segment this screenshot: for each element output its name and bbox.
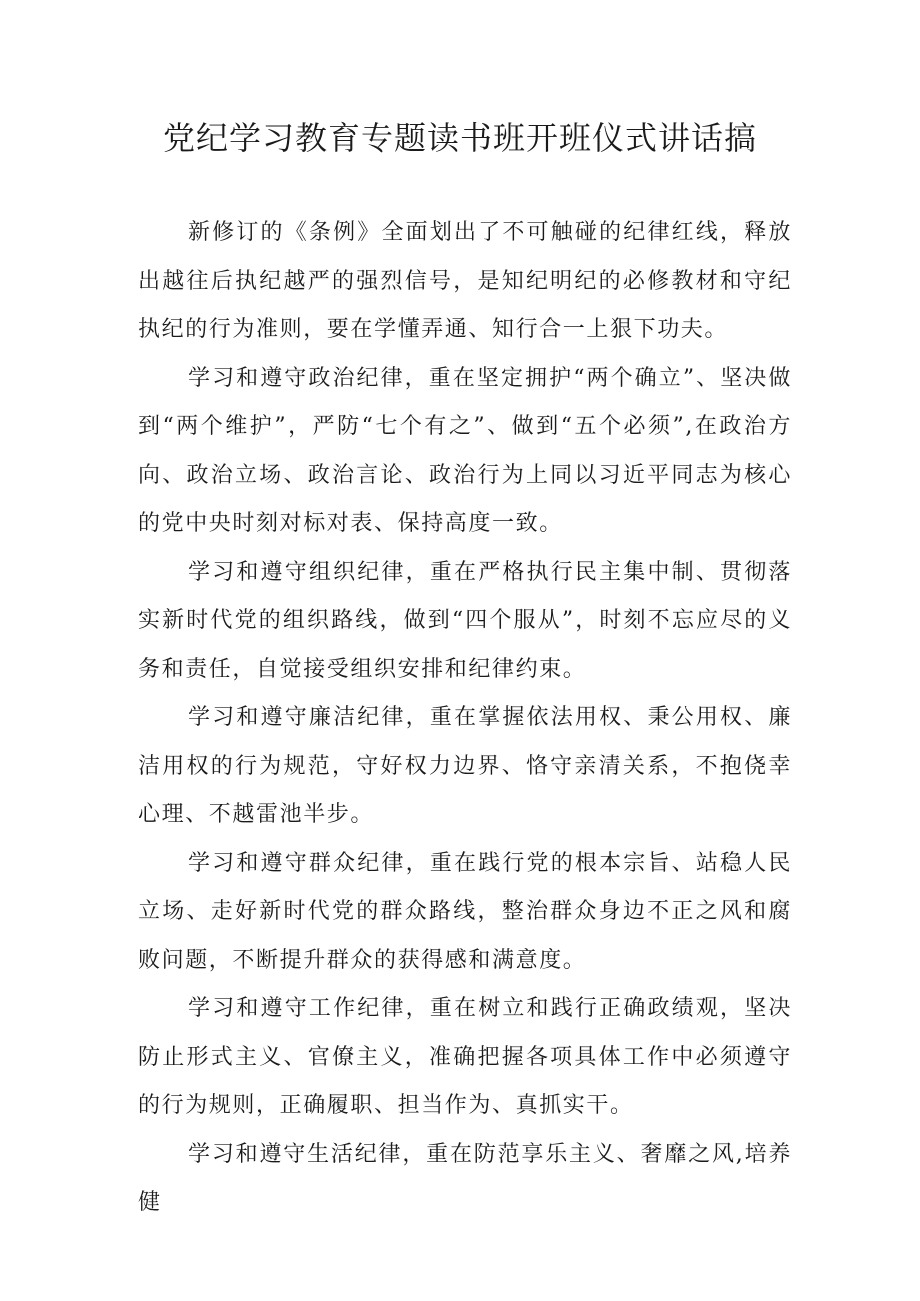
paragraph-work-discipline: 学习和遵守工作纪律，重在树立和践行正确政绩观，坚决防止形式主义、官僚主义，准确把握各项具体工作中必须遵守的行为规则，正确履职、担当作为、真抓实干。 bbox=[138, 996, 792, 1118]
paragraph-intro: 新修订的《条例》全面划出了不可触碰的纪律红线，释放出越往后执纪越严的强烈信号，是知纪明纪的必修教材和守纪执纪的行为准则，要在学懂弄通、知行合一上狠下功夫。 bbox=[138, 220, 792, 342]
paragraph-life-discipline: 学习和遵守生活纪律，重在防范享乐主义、奢靡之风,培养健 bbox=[138, 1141, 792, 1215]
paragraph-political-discipline: 学习和遵守政治纪律，重在坚定拥护“两个确立”、坚决做到“两个维护”，严防“七个有之”、做到“五个必须”,在政治方向、政治立场、政治言论、政治行为上同以习近平同志为核心的党中央时刻对标对表、保持高度一致。 bbox=[138, 365, 792, 536]
paragraph-integrity-discipline: 学习和遵守廉洁纪律，重在掌握依法用权、秉公用权、廉洁用权的行为规范，守好权力边界、恪守亲清关系，不抱侥幸心理、不越雷池半步。 bbox=[138, 705, 792, 827]
document-body bbox=[138, 209, 792, 1228]
paragraph-organizational-discipline: 学习和遵守组织纪律，重在严格执行民主集中制、贯彻落实新时代党的组织路线，做到“四个服从”，时刻不忘应尽的义务和责任，自觉接受组织安排和纪律约束。 bbox=[138, 559, 792, 682]
paragraph-mass-discipline: 学习和遵守群众纪律，重在践行党的根本宗旨、站稳人民立场、走好新时代党的群众路线，整治群众身边不正之风和腐败问题，不断提升群众的获得感和满意度。 bbox=[138, 850, 792, 973]
document-title: 党纪学习教育专题读书班开班仪式讲话搞 bbox=[162, 119, 757, 157]
